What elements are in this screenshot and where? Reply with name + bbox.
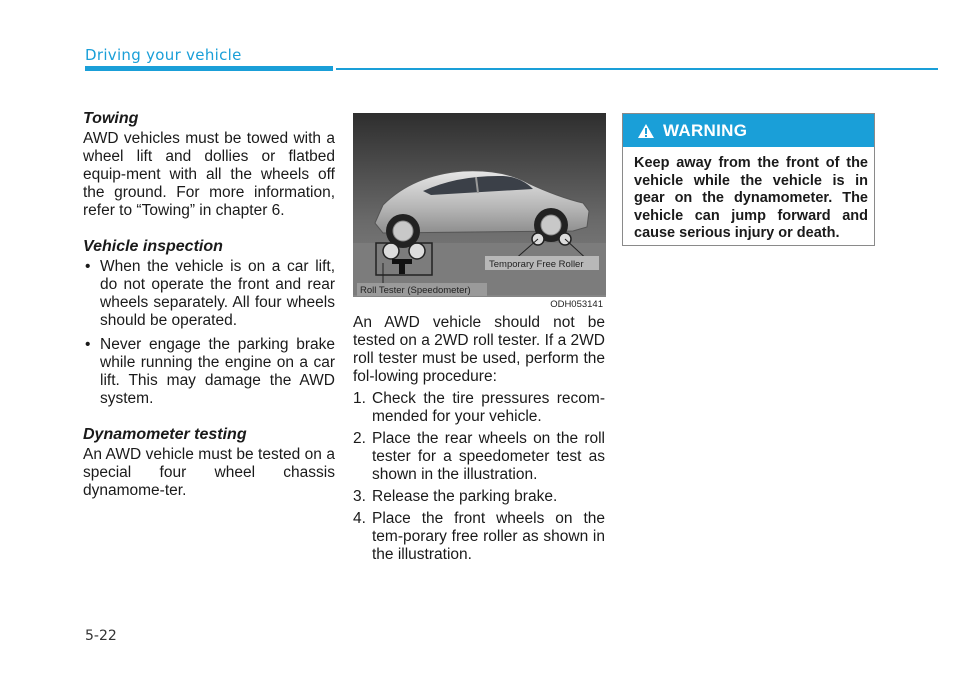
dyno-heading: Dynamometer testing bbox=[83, 426, 247, 443]
bullet-icon: • bbox=[85, 258, 91, 275]
towing-heading: Towing bbox=[83, 110, 139, 127]
bullet-icon: • bbox=[85, 336, 91, 353]
tester-label: Roll Tester (Speedometer) bbox=[360, 285, 471, 296]
dynamometer-illustration bbox=[353, 113, 606, 310]
car-on-rollers-image bbox=[353, 113, 606, 310]
list-item bbox=[353, 430, 605, 484]
list-item bbox=[83, 258, 335, 330]
step-number: 1. bbox=[353, 390, 366, 407]
list-item bbox=[353, 510, 605, 564]
left-column bbox=[83, 110, 335, 518]
procedure-steps bbox=[353, 390, 605, 564]
towing-text: AWD vehicles must be towed with a wheel lift and dollies or flatbed equip-ment with all the wheels off the ground. For more information, refer to “Towing” in chapter 6. bbox=[83, 130, 335, 219]
list-item bbox=[353, 488, 605, 506]
step-text: Place the front wheels on the tem-porary free roller as shown in the illustration. bbox=[372, 510, 605, 563]
roller-label: Temporary Free Roller bbox=[489, 259, 584, 270]
header-rule-thick bbox=[85, 66, 333, 71]
list-item bbox=[83, 336, 335, 408]
inspection-section bbox=[83, 238, 335, 408]
warning-title: WARNING bbox=[663, 120, 748, 140]
figure-code: ODH053141 bbox=[550, 299, 603, 310]
list-item-text: Never engage the parking brake while running the engine on a car lift. This may damage the AWD system. bbox=[100, 336, 335, 407]
middle-column bbox=[353, 314, 605, 568]
step-number: 2. bbox=[353, 430, 366, 447]
step-number: 4. bbox=[353, 510, 366, 527]
warning-triangle-icon bbox=[637, 123, 655, 139]
warning-header bbox=[623, 114, 874, 147]
procedure-intro: An AWD vehicle should not be tested on a 2WD roll tester. If a 2WD roll tester must be used, perform the fol-lowing procedure: bbox=[353, 314, 605, 385]
warning-box bbox=[622, 113, 875, 246]
step-text: Release the parking brake. bbox=[372, 488, 558, 505]
step-text: Place the rear wheels on the roll tester for a speedometer test as shown in the illustration. bbox=[372, 430, 605, 483]
header-rule-thin bbox=[336, 68, 938, 70]
step-number: 3. bbox=[353, 488, 366, 505]
towing-section bbox=[83, 110, 335, 220]
section-title: Driving your vehicle bbox=[85, 46, 242, 64]
list-item bbox=[353, 390, 605, 426]
inspection-heading: Vehicle inspection bbox=[83, 238, 223, 255]
inspection-list bbox=[83, 258, 335, 408]
page-number: 5-22 bbox=[85, 628, 117, 644]
list-item-text: When the vehicle is on a car lift, do not operate the front and rear wheels separately. All four wheels should be operated. bbox=[100, 258, 335, 329]
dyno-section bbox=[83, 426, 335, 500]
step-text: Check the tire pressures recom-mended for your vehicle. bbox=[372, 390, 605, 425]
dyno-text: An AWD vehicle must be tested on a special four wheel chassis dynamome-ter. bbox=[83, 446, 335, 499]
warning-text: Keep away from the front of the vehicle while the vehicle is in gear on the dynamometer. The vehicle can jump forward and cause serious injury or death. bbox=[634, 155, 868, 241]
